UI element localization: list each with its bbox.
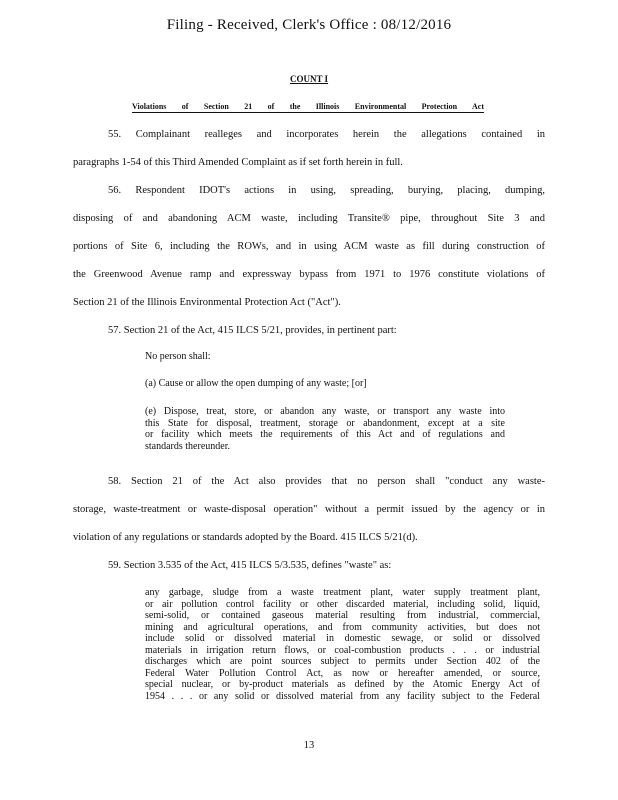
paragraph-55-line-1: 55. Complainant realleges and incorporates herein the allegations contained in [108,129,545,140]
quote-59-line: Federal Water Pollution Control Act, as now or hereafter amended, or source, [145,667,540,679]
paragraph-58-line-3: violation of any regulations or standards adopted by the Board. 415 ILCS 5/21(d). [73,532,418,543]
count-heading: COUNT I [289,74,329,84]
quote-59-line: 1954 . . . or any solid or dissolved material from any facility subject to the Federal [145,690,540,702]
quote-57-e-line: or facility which meets the requirements of this Act and of regulations and [145,429,505,440]
quote-57-e-line: this State for disposal, treatment, storage or abandonment, except at a site [145,417,505,429]
paragraph-58-line-1: 58. Section 21 of the Act also provides that no person shall "conduct any waste- [108,476,545,487]
quote-59-line: any garbage, sludge from a waste treatment plant, water supply treatment plant, [145,587,540,598]
paragraph-55-line-2: paragraphs 1-54 of this Third Amended Complaint as if set forth herein in full. [73,157,403,168]
paragraph-56-line-1: 56. Respondent IDOT's actions in using, spreading, burying, placing, dumping, [108,185,545,196]
quote-59-line: materials in irrigation return flows, or coal-combustion products . . . or industrial [145,644,540,656]
paragraph-56-line-5: Section 21 of the Illinois Environmental Protection Act ("Act"). [73,297,341,308]
quote-57-intro: No person shall: [145,351,211,362]
quote-59-line: semi-solid, or contained gaseous material resulting from industrial, commercial, [145,610,540,621]
quote-57-e [145,406,505,452]
quote-57-e-line: (e) Dispose, treat, store, or abandon any waste, or transport any waste into [145,406,505,417]
paragraph-59-line-1: 59. Section 3.535 of the Act, 415 ILCS 5/3.535, defines "waste" as: [108,560,392,571]
paragraph-58-line-2: storage, waste-treatment or waste-disposal operation" without a permit issued by the agency or in [73,504,545,515]
violations-heading: Violations of Section 21 of the Illinois Environmental Protection Act [132,102,484,111]
quote-59-line: include solid or dissolved material in domestic sewage, or solid or dissolved [145,633,540,644]
quote-59-line: special nuclear, or by-product materials as defined by the Atomic Energy Act of [145,679,540,690]
quote-59 [145,587,540,702]
paragraph-57-line-1: 57. Section 21 of the Act, 415 ILCS 5/21, provides, in pertinent part: [108,325,397,336]
quote-59-line: discharges which are point sources subject to permits under Section 402 of the [145,656,540,667]
paragraph-56-line-4: the Greenwood Avenue ramp and expressway bypass from 1971 to 1976 constitute violations of [73,269,545,280]
paragraph-56-line-3: portions of Site 6, including the ROWs, and in using ACM waste as fill during construction of [73,241,545,252]
quote-57-a: (a) Cause or allow the open dumping of any waste; [or] [145,378,367,389]
paragraph-56-line-2: disposing of and abandoning ACM waste, including Transite® pipe, throughout Site 3 and [73,213,545,224]
quote-59-line: or air pollution control facility or other discarded material, including solid, liquid, [145,598,540,610]
quote-57-e-line: standards thereunder. [145,440,230,452]
quote-59-line: mining and agricultural operations, and from community activities, but does not [145,621,540,633]
filing-stamp: Filing - Received, Clerk's Office : 08/12/2016 [166,17,452,33]
page-number: 13 [303,740,315,751]
